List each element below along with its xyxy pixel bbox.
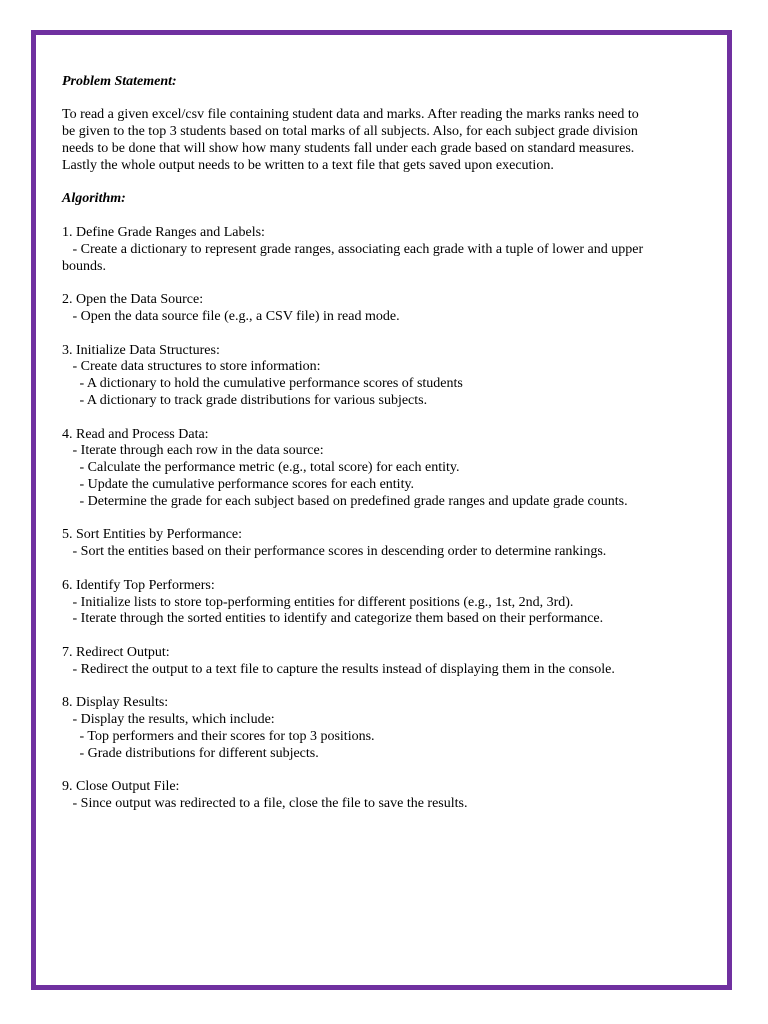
step-title: 2. Open the Data Source: [62, 292, 204, 308]
step-detail-line: - Iterate through the sorted entities to identify and categorize them based on their performance. [62, 611, 604, 627]
step-detail-line: - Determine the grade for each subject based on predefined grade ranges and update grade counts. [62, 493, 628, 509]
step-detail-line: - Grade distributions for different subjects. [62, 745, 319, 761]
algorithm-step [62, 779, 647, 813]
step-detail-line: - Update the cumulative performance scores for each entity. [62, 476, 415, 492]
algorithm-step [62, 695, 647, 762]
step-title: 5. Sort Entities by Performance: [62, 527, 243, 543]
algorithm-steps [62, 225, 647, 813]
algorithm-step [62, 427, 647, 511]
spacer [62, 410, 647, 427]
spacer [62, 511, 647, 528]
step-detail-line: - Redirect the output to a text file to capture the results instead of displaying them in the console. [62, 661, 615, 677]
spacer [62, 275, 647, 292]
problem-statement-text: To read a given excel/csv file containing student data and marks. After reading the marks ranks need to be given to the top 3 students based on total marks of all subjects. Also, for each subject grade division needs to be done that will show how many students fall under each grade based on standard measures. Lastly the whole output needs to be written to a text file that gets saved upon execution. [62, 107, 639, 173]
step-detail-line: - Initialize lists to store top-performing entities for different positions (e.g., 1st, 2nd, 3rd). [62, 594, 574, 610]
step-detail-line: - Top performers and their scores for top 3 positions. [62, 728, 375, 744]
step-title: 3. Initialize Data Structures: [62, 342, 220, 358]
algorithm-step [62, 578, 647, 628]
step-detail-line: - Sort the entities based on their performance scores in descending order to determine rankings. [62, 544, 607, 560]
spacer [62, 628, 647, 645]
step-detail-line: - A dictionary to track grade distributions for various subjects. [62, 392, 428, 408]
problem-statement-heading: Problem Statement: [62, 73, 177, 89]
step-title: 9. Close Output File: [62, 779, 180, 795]
step-title: 1. Define Grade Ranges and Labels: [62, 224, 265, 240]
spacer [62, 678, 647, 695]
algorithm-step [62, 292, 647, 326]
step-title: 6. Identify Top Performers: [62, 577, 215, 593]
spacer [62, 762, 647, 779]
step-detail-line: - Iterate through each row in the data source: [62, 443, 324, 459]
document-body [62, 57, 647, 813]
step-detail-line: - Create a dictionary to represent grade ranges, associating each grade with a tuple of lower and upper bounds. [62, 241, 647, 274]
step-detail-line: - Since output was redirected to a file, close the file to save the results. [62, 796, 468, 812]
step-detail-line: - Open the data source file (e.g., a CSV file) in read mode. [62, 308, 400, 324]
step-title: 7. Redirect Output: [62, 644, 170, 660]
algorithm-heading: Algorithm: [62, 191, 126, 207]
algorithm-step [62, 527, 647, 561]
step-detail-line: - Calculate the performance metric (e.g., total score) for each entity. [62, 460, 460, 476]
algorithm-step [62, 225, 647, 275]
step-title: 8. Display Results: [62, 695, 169, 711]
step-detail-line: - A dictionary to hold the cumulative performance scores of students [62, 376, 463, 392]
step-detail-line: - Create data structures to store information: [62, 359, 321, 375]
spacer [62, 326, 647, 343]
algorithm-step [62, 343, 647, 410]
step-detail-line: - Display the results, which include: [62, 712, 275, 728]
step-title: 4. Read and Process Data: [62, 426, 209, 442]
algorithm-step [62, 645, 647, 679]
spacer [62, 561, 647, 578]
